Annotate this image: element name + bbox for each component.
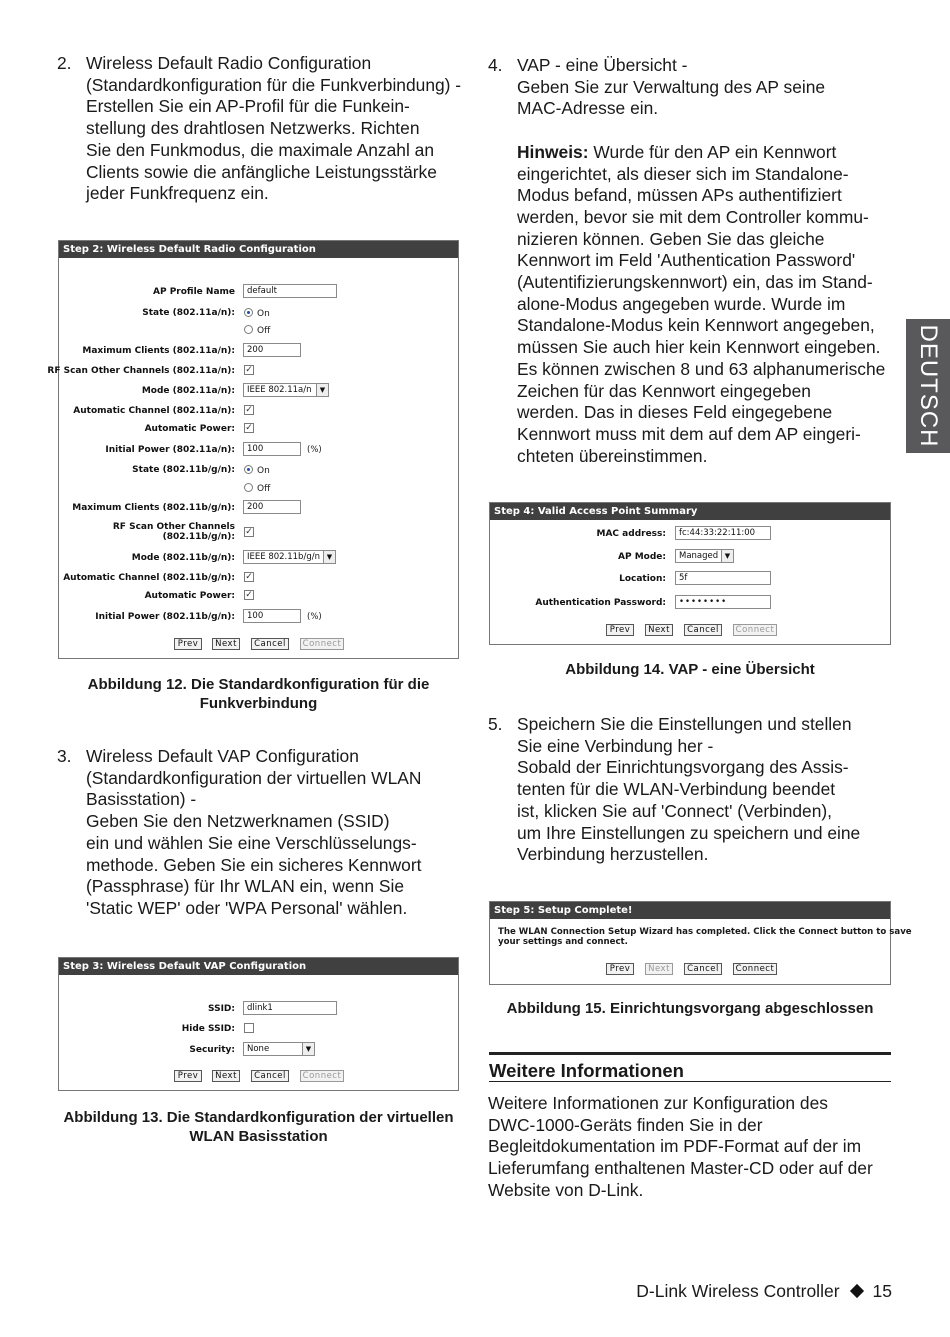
unit-label: (%) xyxy=(307,612,322,622)
diamond-icon xyxy=(849,1284,863,1298)
message-line: The WLAN Connection Setup Wizard has completed. Click the Connect button to save xyxy=(498,927,912,937)
init-power-bg-label: Initial Power (802.11b/g/n): xyxy=(95,612,235,622)
radio-label: On xyxy=(257,309,270,319)
more-info-heading xyxy=(489,1052,891,1082)
item-number: 5. xyxy=(488,714,503,734)
mode-a-label: Mode (802.11a/n): xyxy=(141,386,235,396)
auto-power-a-checkbox[interactable]: ✓ xyxy=(245,423,253,433)
init-power-a-label: Initial Power (802.11a/n): xyxy=(105,445,235,455)
rf-scan-bg-label-1: RF Scan Other Channels xyxy=(112,522,235,532)
text-line: Verbindung herzustellen. xyxy=(517,844,709,865)
text-line: tenten für die WLAN-Verbindung beendet xyxy=(517,779,836,800)
text-line: werden, bevor sie mit dem Controller kommu- xyxy=(517,206,869,227)
prev-button[interactable]: Prev xyxy=(606,624,634,636)
auto-channel-bg-checkbox[interactable]: ✓ xyxy=(245,572,253,582)
caption-line: Funkverbindung xyxy=(199,694,318,712)
cancel-button[interactable]: Cancel xyxy=(684,963,722,975)
rf-scan-a-label: RF Scan Other Channels (802.11a/n): xyxy=(47,366,235,376)
mac-address-label: MAC address: xyxy=(596,529,666,539)
text-line: Clients sowie die anfängliche Leistungsstärke xyxy=(86,161,437,182)
auth-password-label: Authentication Password: xyxy=(535,598,666,608)
state-bg-label: State (802.11b/g/n): xyxy=(132,465,235,475)
text-line: Weitere Informationen zur Konfiguration des xyxy=(488,1093,828,1113)
text-line: Standalone-Modus kein Kennwort angegeben, xyxy=(517,315,875,336)
text-line: (Autentifizierungskennwort) ein, das im Stand- xyxy=(517,272,873,293)
location-input[interactable]: 5f xyxy=(675,571,771,585)
text-line: chteten übereinstimmen. xyxy=(517,445,708,466)
text-line: methode. Geben Sie ein sicheres Kennwort xyxy=(86,854,422,875)
auto-channel-a-checkbox[interactable]: ✓ xyxy=(245,405,253,415)
step2-radio-config-panel xyxy=(47,240,459,659)
item-text xyxy=(86,53,461,205)
text-line: Modus befand, müssen APs authentifiziert xyxy=(517,185,842,206)
figure-15-caption: Abbildung 15. Einrichtungsvorgang abgeschlossen xyxy=(506,1000,874,1017)
state-bg-off-radio[interactable] xyxy=(244,483,253,492)
step-item-3 xyxy=(57,746,467,922)
ssid-input[interactable]: dlink1 xyxy=(243,1001,337,1015)
mac-address-input[interactable]: fc:44:33:22:11:00 xyxy=(675,526,771,540)
connect-button[interactable]: Connect xyxy=(300,1070,344,1082)
figure-13-caption xyxy=(54,1109,463,1146)
setup-complete-message xyxy=(498,927,912,947)
connect-button[interactable]: Connect xyxy=(733,963,777,975)
select-value: IEEE 802.11a/n xyxy=(247,385,312,395)
figure-12-caption xyxy=(58,676,459,713)
rf-scan-bg-label-2: (802.11b/g/n): xyxy=(162,532,235,542)
text-line: stellung des drahtlosen Netzwerks. Richten xyxy=(86,118,420,139)
cancel-button[interactable]: Cancel xyxy=(251,1070,289,1082)
panel-title: Step 4: Valid Access Point Summary xyxy=(490,503,890,520)
radio-label: Off xyxy=(257,484,271,494)
select-value: None xyxy=(247,1044,270,1054)
next-button[interactable]: Next xyxy=(212,1070,240,1082)
chevron-down-icon: ▼ xyxy=(721,550,733,562)
page-number: 15 xyxy=(872,1281,892,1301)
text-line: Es können zwischen 8 und 63 alphanumerische xyxy=(517,358,886,379)
ap-profile-name-label: AP Profile Name xyxy=(153,287,235,297)
item-number: 4. xyxy=(488,55,503,75)
select-value: IEEE 802.11b/g/n xyxy=(247,552,320,562)
max-clients-a-input[interactable]: 200 xyxy=(243,343,301,357)
text-line: Sie den Funkmodus, die maximale Anzahl an xyxy=(86,139,435,160)
step-item-4 xyxy=(488,55,898,470)
caption-line: Abbildung 12. Die Standardkonfiguration für die xyxy=(87,676,430,693)
note-first-line xyxy=(517,142,885,164)
ssid-label: SSID: xyxy=(208,1004,235,1014)
connect-button[interactable]: Connect xyxy=(300,638,344,650)
cancel-button[interactable]: Cancel xyxy=(251,638,289,650)
mode-bg-label: Mode (802.11b/g/n): xyxy=(131,553,235,563)
connect-button[interactable]: Connect xyxy=(733,624,777,636)
next-button[interactable]: Next xyxy=(645,624,673,636)
auto-channel-bg-label: Automatic Channel (802.11b/g/n): xyxy=(63,573,235,583)
step4-ap-summary-panel xyxy=(489,502,891,645)
text-line: ist, klicken Sie auf 'Connect' (Verbinden), xyxy=(517,800,833,821)
step-item-5 xyxy=(488,714,898,869)
text-line: Begleitdokumentation im PDF-Format auf der im xyxy=(488,1136,862,1157)
prev-button[interactable]: Prev xyxy=(174,1070,202,1082)
radio-label: Off xyxy=(257,326,271,336)
text-line: DWC-1000-Geräts finden Sie in der xyxy=(488,1114,763,1135)
location-label: Location: xyxy=(619,574,666,584)
caption-line: WLAN Basisstation xyxy=(189,1127,328,1145)
item-text xyxy=(86,746,421,920)
text-line: nizieren können. Geben Sie das gleiche xyxy=(517,228,825,249)
chevron-down-icon: ▼ xyxy=(323,551,335,563)
text-line: jeder Funkfrequenz ein. xyxy=(86,183,269,204)
max-clients-a-label: Maximum Clients (802.11a/n): xyxy=(82,346,235,356)
state-a-label: State (802.11a/n): xyxy=(142,308,235,318)
rf-scan-a-checkbox[interactable]: ✓ xyxy=(245,365,253,375)
panel-title: Step 3: Wireless Default VAP Configuration xyxy=(59,958,458,975)
language-side-tab xyxy=(906,319,950,453)
text-line: Wireless Default VAP Configuration xyxy=(86,746,359,766)
next-button[interactable]: Next xyxy=(645,963,673,975)
max-clients-bg-label: Maximum Clients (802.11b/g/n): xyxy=(72,503,235,513)
ap-mode-label: AP Mode: xyxy=(618,552,666,562)
state-a-on-radio[interactable] xyxy=(244,308,253,317)
prev-button[interactable]: Prev xyxy=(174,638,202,650)
radio-label: On xyxy=(257,466,270,476)
text-line: werden. Das in dieses Feld eingegebene xyxy=(517,402,833,423)
text-line: 'Static WEP' oder 'WPA Personal' wählen. xyxy=(86,897,408,918)
auto-power-a-label: Automatic Power: xyxy=(144,424,235,434)
unit-label: (%) xyxy=(307,445,322,455)
text-line: Basisstation) - xyxy=(86,789,197,810)
security-select[interactable] xyxy=(243,1042,315,1056)
text-line: (Passphrase) für Ihr WLAN ein, wenn Sie xyxy=(86,876,404,897)
more-info-text xyxy=(488,1093,898,1203)
max-clients-bg-input[interactable]: 200 xyxy=(243,500,301,514)
text-line: um Ihre Einstellungen zu speichern und eine xyxy=(517,822,861,843)
chevron-down-icon: ▼ xyxy=(316,384,328,396)
auto-power-bg-label: Automatic Power: xyxy=(144,591,235,601)
security-label: Security: xyxy=(189,1045,235,1055)
item-number: 3. xyxy=(57,746,72,766)
text-line: VAP - eine Übersicht - xyxy=(517,55,688,75)
text-line: Kennwort muss mit dem auf dem AP eingeri- xyxy=(517,423,861,444)
message-line: your settings and connect. xyxy=(498,937,628,947)
mode-a-select[interactable] xyxy=(243,383,329,397)
figure-14-caption: Abbildung 14. VAP - eine Übersicht xyxy=(565,661,815,678)
section-title: Weitere Informationen xyxy=(489,1060,684,1081)
page-footer xyxy=(600,1281,892,1302)
caption-line: Abbildung 13. Die Standardkonfiguration der virtuellen xyxy=(63,1109,454,1126)
text-line: Zeichen für das Kennwort eingegeben xyxy=(517,380,811,401)
ap-profile-name-input[interactable]: default xyxy=(243,284,337,298)
init-power-a-input[interactable]: 100 xyxy=(243,442,301,456)
item-number: 2. xyxy=(57,53,72,73)
chevron-down-icon: ▼ xyxy=(302,1043,314,1055)
auth-password-input[interactable]: •••••••• xyxy=(675,595,771,609)
step3-vap-config-panel xyxy=(58,957,459,1091)
ap-mode-select[interactable] xyxy=(675,549,734,563)
text-line: Website von D-Link. xyxy=(488,1179,644,1200)
text-line: (Standardkonfiguration für die Funkverbindung) - xyxy=(86,74,462,95)
text-line: Sobald der Einrichtungsvorgang des Assis- xyxy=(517,757,849,778)
panel-title: Step 2: Wireless Default Radio Configuration xyxy=(59,241,458,258)
text-line: Wireless Default Radio Configuration xyxy=(86,53,372,73)
state-bg-on-radio[interactable] xyxy=(244,465,253,474)
init-power-bg-input[interactable]: 100 xyxy=(243,609,301,623)
hide-ssid-checkbox[interactable] xyxy=(244,1023,254,1033)
hide-ssid-label: Hide SSID: xyxy=(181,1024,235,1034)
text-line: Kennwort im Feld 'Authentication Password' xyxy=(517,250,856,271)
text-line: Geben Sie zur Verwaltung des AP seine xyxy=(517,76,826,97)
text-line: müssen Sie auch hier kein Kennwort eingeben. xyxy=(517,337,881,358)
text-line: ein und wählen Sie eine Verschlüsselungs- xyxy=(86,832,417,853)
text-line: (Standardkonfiguration der virtuellen WLAN xyxy=(86,767,422,788)
text-line: alone-Modus angegeben wurde. Wurde im xyxy=(517,293,846,314)
note-label: Hinweis: xyxy=(517,141,589,162)
prev-button[interactable]: Prev xyxy=(606,963,634,975)
language-tab-label: DEUTSCH xyxy=(915,324,942,448)
auto-channel-a-label: Automatic Channel (802.11a/n): xyxy=(73,406,235,416)
item-text xyxy=(517,714,860,866)
step-item-2 xyxy=(57,53,467,208)
state-a-off-radio[interactable] xyxy=(244,325,253,334)
text-line: Lieferumfang enthaltenen Master-CD oder auf der xyxy=(488,1158,873,1179)
text-line: MAC-Adresse ein. xyxy=(517,98,659,119)
cancel-button[interactable]: Cancel xyxy=(684,624,722,636)
next-button[interactable]: Next xyxy=(212,638,240,650)
rf-scan-bg-checkbox[interactable]: ✓ xyxy=(245,527,253,537)
item-text xyxy=(517,55,885,467)
panel-title: Step 5: Setup Complete! xyxy=(490,902,890,919)
footer-product: D-Link Wireless Controller xyxy=(636,1281,840,1301)
text-line: Erstellen Sie ein AP-Profil für die Funkein- xyxy=(86,96,410,117)
step5-setup-complete-panel xyxy=(489,901,912,985)
text-line: eingerichtet, als dieser sich im Standalone- xyxy=(517,163,849,184)
mode-bg-select[interactable] xyxy=(243,550,336,564)
text-line: Speichern Sie die Einstellungen und stellen xyxy=(517,714,852,734)
select-value: Managed xyxy=(679,551,719,561)
note-text: Wurde für den AP ein Kennwort xyxy=(588,141,837,162)
auto-power-bg-checkbox[interactable]: ✓ xyxy=(245,590,253,600)
text-line: Geben Sie den Netzwerknamen (SSID) xyxy=(86,811,390,832)
text-line: Sie eine Verbindung her - xyxy=(517,735,714,756)
